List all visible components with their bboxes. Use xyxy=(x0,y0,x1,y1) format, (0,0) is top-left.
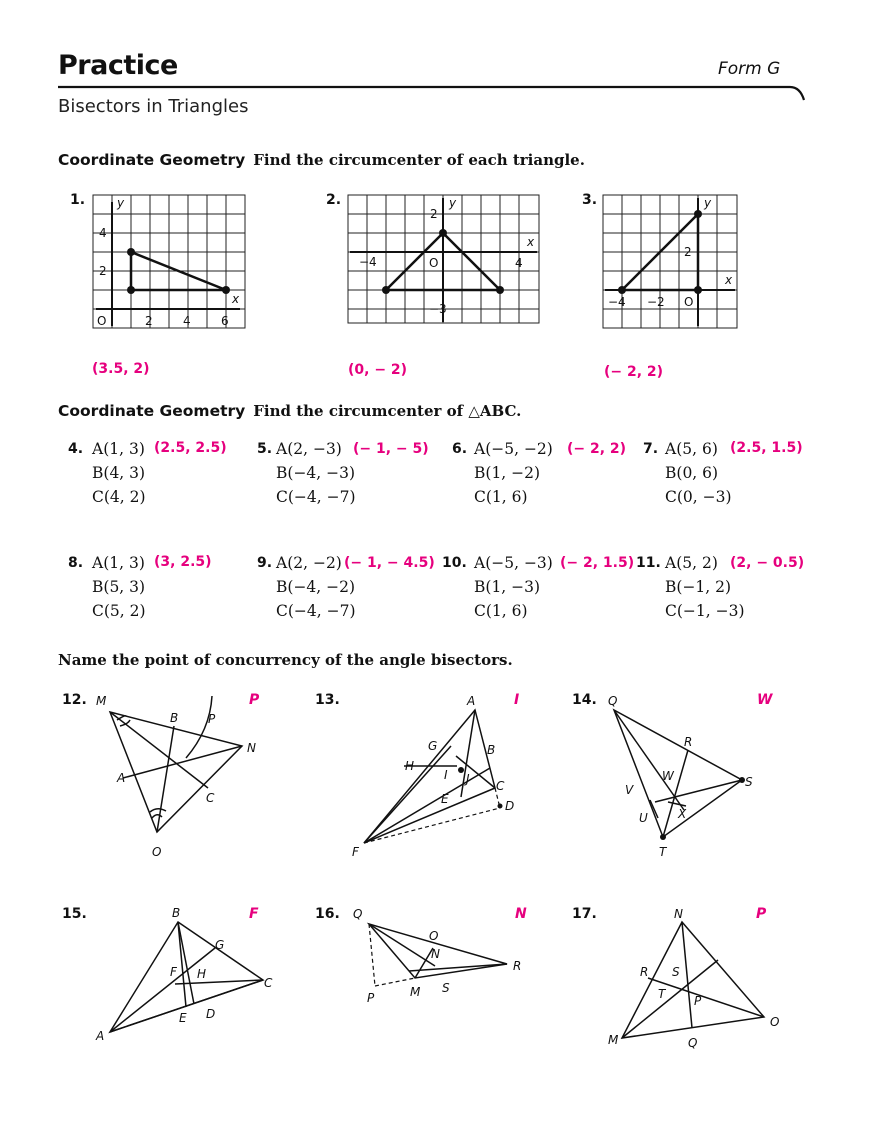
vertex-c: C(1, 6) xyxy=(474,602,528,620)
graph-2 xyxy=(345,192,545,332)
page-subtitle: Bisectors in Triangles xyxy=(58,96,249,117)
figure-15 xyxy=(90,904,290,1054)
section1-heading xyxy=(58,151,585,170)
figure-label: D xyxy=(505,799,515,813)
figure-label: B xyxy=(170,711,179,725)
answer: (3, 2.5) xyxy=(154,554,212,570)
answer: (− 2, 1.5) xyxy=(560,555,635,571)
vertex-c: C(0, −3) xyxy=(665,488,732,506)
answer: (2.5, 1.5) xyxy=(730,440,803,456)
problem-number: 4. xyxy=(68,441,84,457)
figure-label: W xyxy=(662,769,674,783)
tick-label: 2 xyxy=(145,314,153,328)
figure-17 xyxy=(600,904,780,1054)
figure-label: M xyxy=(96,694,107,708)
problem-number: 12. xyxy=(62,692,87,708)
answer: (− 1, − 5) xyxy=(353,441,429,457)
figure-label: E xyxy=(179,1011,187,1025)
figure-label: A xyxy=(117,771,126,785)
problem-number: 7. xyxy=(643,441,659,457)
section2-heading xyxy=(58,402,521,421)
vertex-c: C(−1, −3) xyxy=(665,602,745,620)
vertex-b: B(4, 3) xyxy=(92,464,146,482)
problem-number: 1. xyxy=(70,192,86,208)
vertex-a: A(5, 6) xyxy=(665,440,718,458)
vertex-c: C(5, 2) xyxy=(92,602,146,620)
tick-label: 2 xyxy=(684,245,692,259)
vertex-list xyxy=(474,437,553,509)
figure-label: C xyxy=(496,779,505,793)
figure-label: P xyxy=(694,994,702,1008)
figure-label: Q xyxy=(353,907,363,921)
figure-label: B xyxy=(172,906,181,920)
figure-label: R xyxy=(640,965,649,979)
tick-label: 2 xyxy=(430,207,438,221)
form-label: Form G xyxy=(718,59,781,79)
problem-number: 16. xyxy=(315,906,340,922)
figure-label: O xyxy=(429,929,439,943)
graph-1 xyxy=(90,192,250,332)
figure-13 xyxy=(350,690,530,870)
answer: (− 2, 2) xyxy=(604,364,664,380)
tick-label: −4 xyxy=(359,255,377,269)
figure-label: M xyxy=(410,985,421,999)
answer: (− 1, − 4.5) xyxy=(344,555,435,571)
problem-number: 13. xyxy=(315,692,340,708)
axis-label-y: y xyxy=(117,196,125,210)
figure-label: F xyxy=(170,965,177,979)
vertex-b: B(−4, −2) xyxy=(276,578,356,596)
origin-label: O xyxy=(97,314,107,328)
answer: P xyxy=(249,692,260,708)
figure-label: V xyxy=(625,783,634,797)
axis-label-y: y xyxy=(449,196,457,210)
figure-label: S xyxy=(672,965,680,979)
tick-label: −2 xyxy=(647,295,665,309)
answer: (3.5, 2) xyxy=(92,361,150,377)
answer: N xyxy=(515,906,527,922)
figure-12 xyxy=(90,690,290,870)
figure-label: S xyxy=(745,775,753,789)
figure-label: G xyxy=(215,938,225,952)
answer: (2, − 0.5) xyxy=(730,555,805,571)
figure-14 xyxy=(600,690,773,870)
problem-number: 2. xyxy=(326,192,342,208)
figure-label: U xyxy=(639,811,648,825)
problem-number: 11. xyxy=(636,555,661,571)
figure-label: X xyxy=(678,807,687,821)
page-title: Practice xyxy=(58,50,178,81)
answer: P xyxy=(756,906,767,922)
figure-16 xyxy=(345,904,535,1014)
vertex-c: C(−4, −7) xyxy=(276,488,356,506)
figure-label: B xyxy=(487,743,496,757)
origin-label: O xyxy=(429,256,439,270)
tick-label: 2 xyxy=(99,264,107,278)
vertex-b: B(1, −2) xyxy=(474,464,541,482)
section2-label: Coordinate Geometry xyxy=(58,402,246,420)
figure-label: O xyxy=(770,1015,780,1029)
figure-label: F xyxy=(352,845,359,859)
vertex-c: C(−4, −7) xyxy=(276,602,356,620)
header-rule xyxy=(0,0,880,110)
tick-label: −4 xyxy=(608,295,626,309)
figure-label: I xyxy=(444,768,448,782)
section1-instruction: Find the circumcenter of each triangle. xyxy=(253,151,585,169)
problem-number: 6. xyxy=(452,441,468,457)
vertex-list xyxy=(276,437,356,509)
figure-label: R xyxy=(513,959,522,973)
answer: (0, − 2) xyxy=(348,362,408,378)
origin-label: O xyxy=(684,295,694,309)
figure-label: Q xyxy=(608,694,618,708)
figure-label: J xyxy=(466,772,470,786)
vertex-b: B(−1, 2) xyxy=(665,578,732,596)
figure-label: O xyxy=(152,845,162,859)
figure-label: N xyxy=(247,741,256,755)
problem-number: 9. xyxy=(257,555,273,571)
problem-number: 5. xyxy=(257,441,273,457)
figure-label: N xyxy=(431,947,440,961)
figure-label: A xyxy=(96,1029,105,1043)
figure-label: T xyxy=(659,845,667,859)
answer: I xyxy=(514,692,520,708)
graph-3 xyxy=(600,192,750,332)
vertex-c: C(1, 6) xyxy=(474,488,528,506)
problem-number: 14. xyxy=(572,692,597,708)
figure-label: M xyxy=(608,1033,619,1047)
figure-label: A xyxy=(467,694,476,708)
answer: W xyxy=(757,692,773,708)
figure-label: N xyxy=(674,907,683,921)
tick-label: −3 xyxy=(429,302,447,316)
section1-label: Coordinate Geometry xyxy=(58,151,246,169)
axis-label-x: x xyxy=(725,273,733,287)
axis-label-y: y xyxy=(704,196,712,210)
vertex-list xyxy=(474,551,553,623)
vertex-b: B(−4, −3) xyxy=(276,464,356,482)
figure-label: R xyxy=(684,735,693,749)
problem-number: 17. xyxy=(572,906,597,922)
vertex-list xyxy=(665,437,732,509)
section3-instruction: Name the point of concurrency of the angle bisectors. xyxy=(58,651,513,669)
figure-label: H xyxy=(405,759,415,773)
figure-label: D xyxy=(206,1007,216,1021)
figure-label: T xyxy=(658,987,666,1001)
answer: (2.5, 2.5) xyxy=(154,440,227,456)
tick-label: 4 xyxy=(515,256,523,270)
problem-number: 15. xyxy=(62,906,87,922)
answer: (− 2, 2) xyxy=(567,441,627,457)
axis-label-x: x xyxy=(232,292,240,306)
vertex-c: C(4, 2) xyxy=(92,488,146,506)
tick-label: 4 xyxy=(99,226,107,240)
figure-label: C xyxy=(206,791,215,805)
figure-label: P xyxy=(208,712,216,726)
vertex-list xyxy=(92,437,146,509)
vertex-list xyxy=(92,551,146,623)
vertex-b: B(5, 3) xyxy=(92,578,146,596)
answer: F xyxy=(249,906,259,922)
vertex-b: B(0, 6) xyxy=(665,464,719,482)
section2-instruction: Find the circumcenter of △ABC. xyxy=(253,402,522,420)
vertex-a: A(2, −3) xyxy=(276,440,342,458)
vertex-a: A(−5, −3) xyxy=(474,554,553,572)
tick-label: 6 xyxy=(221,314,229,328)
figure-label: S xyxy=(442,981,450,995)
problem-number: 3. xyxy=(582,192,598,208)
vertex-b: B(1, −3) xyxy=(474,578,541,596)
problem-number: 8. xyxy=(68,555,84,571)
vertex-a: A(1, 3) xyxy=(92,440,145,458)
vertex-a: A(1, 3) xyxy=(92,554,145,572)
figure-label: P xyxy=(367,991,375,1005)
figure-label: Q xyxy=(688,1036,698,1050)
vertex-a: A(5, 2) xyxy=(665,554,718,572)
figure-label: G xyxy=(428,739,438,753)
figure-label: E xyxy=(441,792,449,806)
vertex-a: A(−5, −2) xyxy=(474,440,553,458)
tick-label: 4 xyxy=(183,314,191,328)
axis-label-x: x xyxy=(527,235,535,249)
figure-label: H xyxy=(197,967,207,981)
vertex-a: A(2, −2) xyxy=(276,554,342,572)
figure-label: C xyxy=(264,976,273,990)
problem-number: 10. xyxy=(442,555,467,571)
